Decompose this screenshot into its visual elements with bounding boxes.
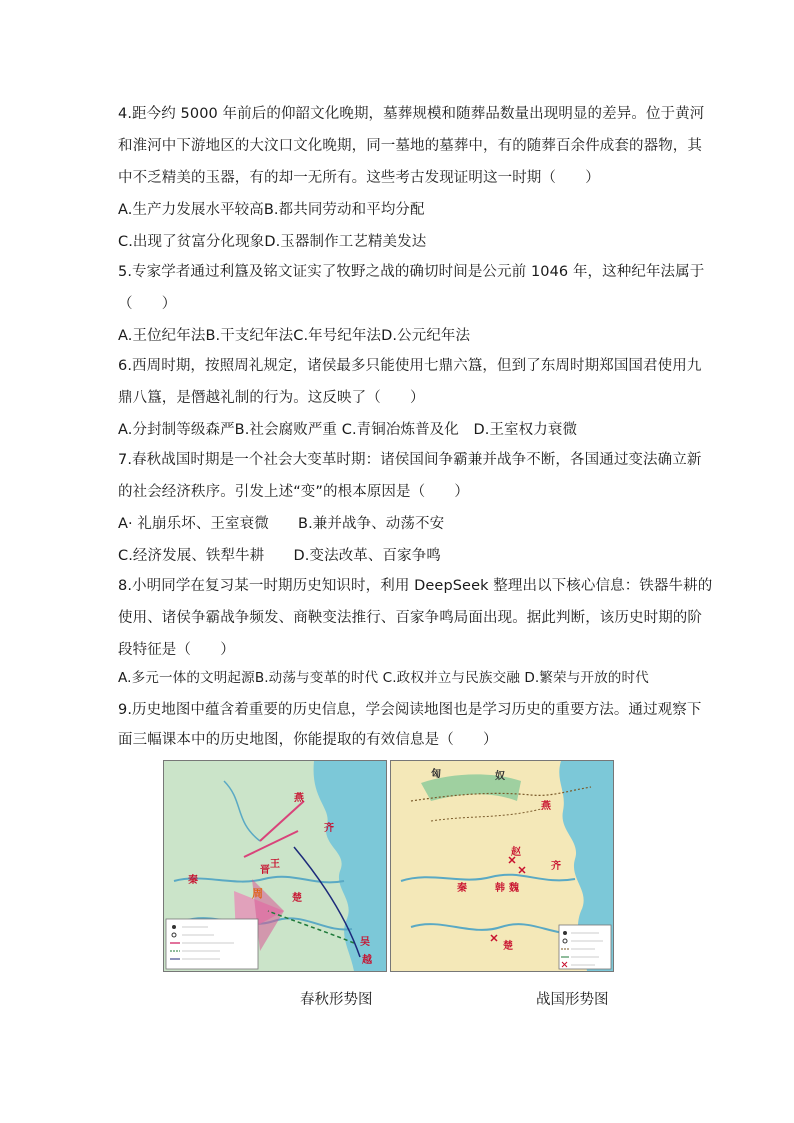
map-label-qin: 秦 <box>188 875 198 886</box>
q7-line-1: 7.春秋战国时期是一个社会大变革时期：诸侯国间争霸兼并战争不断，各国通过变法确立新 <box>118 452 702 468</box>
q5-option-line-1: A.王位纪年法B.干支纪年法C.年号纪年法D.公元纪年法 <box>118 328 471 344</box>
q6-line-2: 鼎八簋，是僭越礼制的行为。这反映了（ ） <box>118 390 425 406</box>
map-label-wang: 王 <box>270 859 280 870</box>
q7-option-line-1: A· 礼崩乐坏、王室衰微 B.兼并战争、动荡不安 <box>118 516 445 532</box>
q4-line-3: 中不乏精美的玉器，有的却一无所有。这些考古发现证明这一时期（ ） <box>118 170 600 186</box>
q6-option-line-1: A.分封制等级森严B.社会腐败严重 C.青铜冶炼普及化 D.王室权力衰微 <box>118 422 578 438</box>
q8-line-3: 段特征是（ ） <box>118 642 235 658</box>
q9-line-2: 面三幅课本中的历史地图，你能提取的有效信息是（ ） <box>118 732 498 748</box>
q4-option-line-2: C.出现了贫富分化现象D.玉器制作工艺精美发达 <box>118 234 427 250</box>
q8-option-line-1: A.多元一体的文明起源B.动荡与变革的时代 C.政权并立与民族交融 D.繁荣与开放的时代 <box>118 670 649 686</box>
map-label-chu: 楚 <box>292 893 302 904</box>
spring-autumn-map <box>163 760 387 972</box>
map-label-nu: 奴 <box>495 771 505 782</box>
map-label-chu-ws: 楚 <box>503 941 513 952</box>
q9-line-1: 9.历史地图中蕴含着重要的历史信息，学会阅读地图也是学习历史的重要方法。通过观察下 <box>118 702 702 718</box>
spring-autumn-caption: 春秋形势图 <box>300 992 373 1008</box>
map-label-yue: 越 <box>362 955 372 966</box>
warring-states-map-graphic <box>391 761 613 971</box>
q8-line-2: 使用、诸侯争霸战争频发、商鞅变法推行、百家争鸣局面出现。据此判断，该历史时期的阶 <box>118 610 702 626</box>
map-label-qi: 齐 <box>324 823 334 834</box>
q5-line-1: 5.专家学者通过利簋及铭文证实了牧野之战的确切时间是公元前 1046 年，这种纪年法属于 <box>118 264 705 280</box>
q5-line-2: （ ） <box>118 296 177 312</box>
q4-line-2: 和淮河中下游地区的大汶口文化晚期，同一墓地的墓葬中，有的随葬百余件成套的器物，其 <box>118 138 702 154</box>
map-label-han: 韩 <box>495 883 505 894</box>
q8-line-1: 8.小明同学在复习某一时期历史知识时，利用 DeepSeek 整理出以下核心信息：铁器牛耕的 <box>118 578 713 594</box>
map-label-xiong: 匈 <box>431 769 441 780</box>
map-label-wei: 魏 <box>509 883 519 894</box>
map-label-yan: 燕 <box>294 793 304 804</box>
warring-states-map <box>390 760 614 972</box>
map-label-qi-ws: 齐 <box>551 861 561 872</box>
map-label-zhao: 赵 <box>511 847 521 858</box>
q4-option-line-1: A.生产力发展水平较高B.都共同劳动和平均分配 <box>118 202 425 218</box>
q6-line-1: 6.西周时期，按照周礼规定，诸侯最多只能使用七鼎六簋，但到了东周时期郑国国君使用九 <box>118 358 702 374</box>
map-label-zhou: 周 <box>252 887 263 900</box>
q7-option-line-2: C.经济发展、铁犁牛耕 D.变法改革、百家争鸣 <box>118 548 441 564</box>
map-label-yan-ws: 燕 <box>541 801 551 812</box>
q7-line-2: 的社会经济秩序。引发上述“变”的根本原因是（ ） <box>118 484 470 500</box>
warring-states-caption: 战国形势图 <box>536 992 609 1008</box>
map-label-qin-ws: 秦 <box>457 883 467 894</box>
q4-line-1: 4.距今约 5000 年前后的仰韶文化晚期，墓葬规模和随葬品数量出现明显的差异。位于黄河 <box>118 106 705 122</box>
map-label-wu: 吴 <box>360 937 370 948</box>
map-label-jin: 晋 <box>260 865 270 876</box>
